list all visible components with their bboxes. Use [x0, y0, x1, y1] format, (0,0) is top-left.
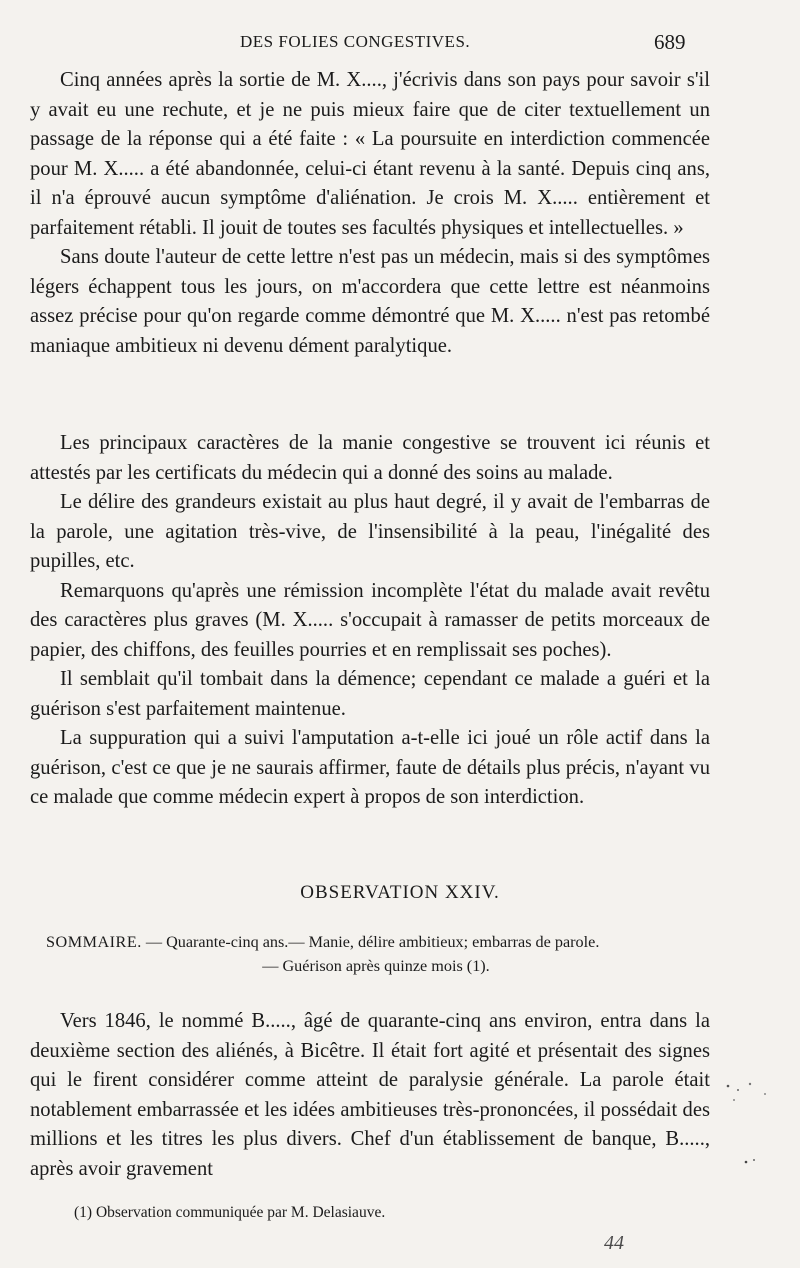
paragraph: Les principaux caractères de la manie congestive se trouvent ici réunis et attestés par les certificats du médecin qui a donné des soins au malade.	[30, 432, 710, 484]
running-head	[0, 32, 800, 56]
ink-specks	[710, 1070, 790, 1170]
running-title: DES FOLIES CONGESTIVES.	[240, 32, 471, 51]
summary-label: SOMMAIRE.	[46, 933, 142, 951]
paragraph: La suppuration qui a suivi l'amputation a-t-elle ici joué un rôle actif dans la guérison, c'est ce que je ne saurais affirmer, faute de détails plus précis, n'ayant vu ce malade que comme médecin expert à propos de son interdiction.	[30, 727, 710, 808]
paragraph: Il semblait qu'il tombait dans la démence; cependant ce malade a guéri et la guérison s'est parfaitement maintenue.	[30, 668, 710, 720]
summary-line-1: — Quarante-cinq ans.— Manie, délire ambitieux; embarras de parole.	[141, 933, 600, 951]
text-block-top	[30, 66, 710, 361]
signature-mark: 44	[604, 1232, 624, 1254]
text-block-bottom	[30, 1007, 710, 1184]
text-block-middle	[30, 429, 710, 813]
page-number: 689	[654, 30, 686, 54]
summary-line-2: — Guérison après quinze mois (1).	[262, 957, 490, 975]
paragraph: Cinq années après la sortie de M. X...., j'écrivis dans son pays pour savoir s'il y avait eu une rechute, et je ne puis mieux faire que de citer textuellement un passage de la réponse qui a été faite : « La poursuite en interdiction commencée pour M. X..... a été abandonnée, celui-ci étant revenu à la santé. Depuis cinq ans, il n'a éprouvé aucun symptôme d'aliénation. Je crois M. X..... entièrement et parfaitement rétabli. Il jouit de toutes ses facultés physiques et intellectuelles. »	[30, 69, 710, 239]
paragraph: Remarquons qu'après une rémission incomplète l'état du malade avait revêtu des caractères plus graves (M. X..... s'occupait à ramasser de petits morceaux de papier, des chiffons, des feuilles pourries et en remplissait ses poches).	[30, 579, 710, 661]
observation-title: OBSERVATION XXIV.	[300, 882, 500, 903]
paragraph: Vers 1846, le nommé B....., âgé de quarante-cinq ans environ, entra dans la deuxième section des aliénés, à Bicêtre. Il était fort agité et présentait des signes qui le firent considérer comme atteint de paralysie générale. La parole était notablement embarrassée et les idées ambitieuses très-prononcées, il possédait des millions et les titres les plus divers. Chef d'un établissement de banque, B....., après avoir gravement	[30, 1010, 710, 1180]
footnote: (1) Observation communiquée par M. Delasiauve.	[74, 1204, 386, 1221]
paragraph: Le délire des grandeurs existait au plus haut degré, il y avait de l'embarras de la parole, une agitation très-vive, de l'insensibilité à la peau, l'inégalité des pupilles, etc.	[30, 491, 710, 572]
summary	[46, 930, 706, 978]
paragraph: Sans doute l'auteur de cette lettre n'est pas un médecin, mais si des symptômes légers échappent tous les jours, on m'accordera que cette lettre est néanmoins assez précise pour qu'on regarde comme démontré que M. X..... n'est pas retombé maniaque ambitieux ni devenu dément paralytique.	[30, 246, 710, 357]
